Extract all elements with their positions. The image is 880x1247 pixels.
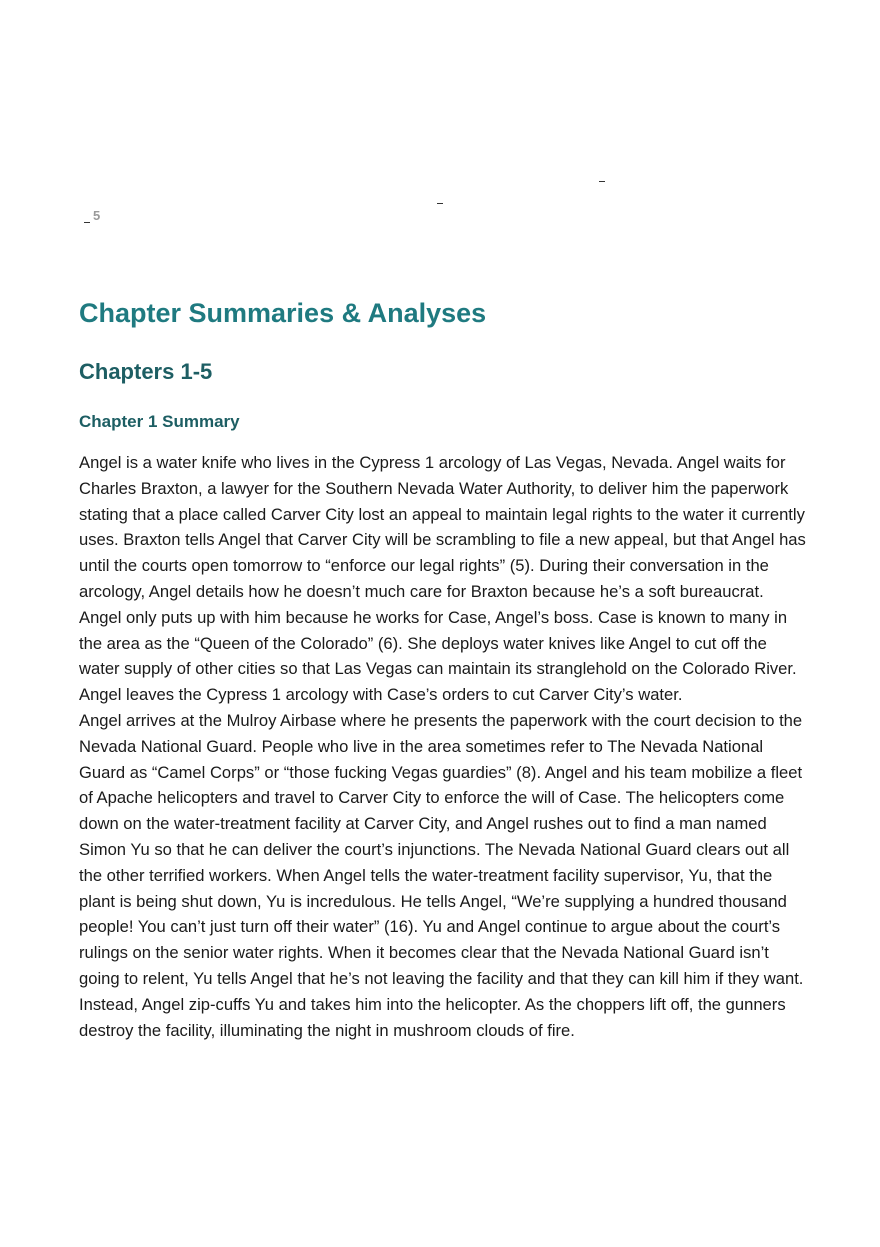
decorative-mark	[84, 222, 90, 223]
subsection-heading: Chapter 1 Summary	[79, 412, 240, 431]
decorative-mark	[599, 181, 605, 182]
decorative-mark	[437, 203, 443, 204]
page-number: 5	[93, 208, 101, 223]
paragraph: Angel arrives at the Mulroy Airbase where he presents the paperwork with the court decision to the Nevada National Guard. People who live in the area sometimes refer to The Nevada National Guard as “Camel Corps” or “those fucking Vegas guardies” (8). Angel and his team mobilize a fleet of Apache helicopters and travel to Carver City to enforce the will of Case. The helicopters come down on the water-treatment facility at Carver City, and Angel rushes out to find a man named Simon Yu so that he can deliver the court’s injunctions. The Nevada National Guard clears out all the other terrified workers. When Angel tells the water-treatment facility supervisor, Yu, that the plant is being shut down, Yu is incredulous. He tells Angel, “We’re supplying a hundred thousand people! You can’t just turn off their water” (16). Yu and Angel continue to argue about the court’s rulings on the senior water rights. When it becomes clear that the Nevada National Guard isn’t going to relent, Yu tells Angel that he’s not leaving the facility and that they can kill him if they want. Instead, Angel zip-cuffs Yu and takes him into the helicopter. As the choppers lift off, the gunners destroy the facility, illuminating the night in mushroom clouds of fire.	[79, 710, 804, 1040]
summary-text	[79, 450, 809, 1043]
page-title: Chapter Summaries & Analyses	[79, 298, 487, 328]
document-body	[79, 294, 809, 1043]
section-heading: Chapters 1-5	[79, 359, 213, 384]
paragraph: Angel is a water knife who lives in the Cypress 1 arcology of Las Vegas, Nevada. Angel waits for Charles Braxton, a lawyer for the Southern Nevada Water Authority, to deliver him the paperwork stating that a place called Carver City lost an appeal to maintain legal rights to the water it currently uses. Braxton tells Angel that Carver City will be scrambling to file a new appeal, but that Angel has until the courts open tomorrow to “enforce our legal rights” (5). During their conversation in the arcology, Angel details how he doesn’t much care for Braxton because he’s a soft bureaucrat. Angel only puts up with him because he works for Case, Angel’s boss. Case is known to many in the area as the “Queen of the Colorado” (6). She deploys water knives like Angel to cut off the water supply of other cities so that Las Vegas can maintain its stranglehold on the Colorado River. Angel leaves the Cypress 1 arcology with Case’s orders to cut Carver City’s water.	[79, 453, 806, 705]
